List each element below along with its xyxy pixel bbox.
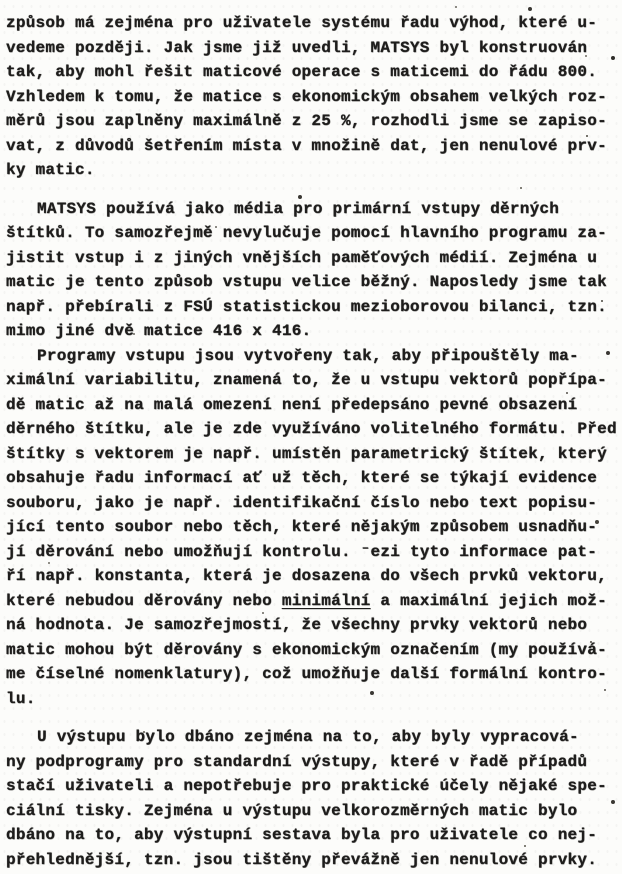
text-line: dě matic až na malá omezení není předepsáno pevné obsazení xyxy=(6,395,578,414)
text-line: souboru, jako je např. identifikační číslo nebo text popisu- xyxy=(6,493,598,512)
text-line: způsob má zejména pro uživatele systému řadu výhod, které u- xyxy=(6,14,598,32)
text-line: štítků. To samozřejmě nevylučuje pomocí hlavního programu za- xyxy=(6,224,607,242)
text-line: matic mohou být děrovány s ekonomickým označením (my používá- xyxy=(6,640,607,659)
underlined-word: minimální xyxy=(281,591,371,610)
text-line: měrů jsou zaplněny maximálně z 25 %, rozhodli jsme se zapiso- xyxy=(6,112,607,130)
text-line: jistit vstup i z jiných vnějších paměťových médií. Zejména u xyxy=(6,248,598,267)
text-line: lu. xyxy=(6,689,36,708)
text-line: U výstupu bylo dbáno zejména na to, aby byly vypracová- xyxy=(37,728,579,746)
text-line: vat, z důvodů šetřením místa v množině dat, jen nenulové prv- xyxy=(6,136,607,155)
text-line: např. přebírali z FSÚ statistickou mezioborovou bilanci, tzn. xyxy=(6,297,607,316)
text-line: obsahuje řadu informací ať už těch, které se týkají evidence xyxy=(6,469,598,487)
paragraph xyxy=(6,344,618,712)
text-line: které nebudou děrovány nebo minimální a maximální jejich mož- xyxy=(6,591,607,610)
text-line: ny podprogramy pro standardní výstupy, které v řadě případů xyxy=(6,752,588,771)
text-line: jící tento soubor nebo těch, které nějakým způsobem usnadňu- xyxy=(6,518,598,536)
text-line: dbáno na to, aby výstupní sestava byla pro uživatele co nej- xyxy=(6,826,598,844)
text-line: MATSYS používá jako média pro primární vstupy děrných xyxy=(37,199,560,218)
text-line: Vzhledem k tomu, že matice s ekonomickým obsahem velkých roz- xyxy=(6,87,607,106)
paragraph xyxy=(6,197,618,344)
text-line: přehlednější, tzn. jsou tištěny převážně jen nenulové prvky. xyxy=(6,850,598,869)
text-line: ximální variabilitu, znamená to, že u vstupu vektorů popřípa- xyxy=(6,371,607,389)
text-line: ná hodnota. Je samozřejmostí, že všechny prvky vektorů nebo xyxy=(6,616,588,634)
text-line: matic je tento způsob vstupu velice běžný. Naposledy jsme tak xyxy=(6,273,607,291)
text-line: Programy vstupu jsou vytvořeny tak, aby připouštěly ma- xyxy=(37,346,579,365)
text-line: ky matic. xyxy=(6,161,95,179)
text-line: vedeme později. Jak jsme již uvedli, MATSYS byl konstruován xyxy=(6,38,588,57)
paragraph xyxy=(6,725,618,872)
scan-noise-speckles xyxy=(0,0,2,2)
text-line: me číselné nomenklatury), což umožňuje další formální kontro- xyxy=(6,665,607,683)
text-line: tak, aby mohl řešit maticové operace s maticemi do řádu 800. xyxy=(6,63,598,81)
text-line: jí děrování nebo umožňují kontrolu. ⁻ezi tyto informace pat- xyxy=(6,542,598,561)
paragraph xyxy=(6,11,618,183)
text-line: stačí uživateli a nepotřebuje pro praktické účely nějaké spe- xyxy=(6,777,607,795)
text-line: děrného štítku, ale je zde využíváno volitelného formátu. Před xyxy=(6,420,617,438)
text-line: štítky s vektorem je např. umístěn parametrický štítek, který xyxy=(6,444,607,463)
text-line: ciální tisky. Zejména u výstupu velkorozměrných matic bylo xyxy=(6,801,578,820)
text-line: ří např. konstanta, která je dosazena do všech prvků vektoru, xyxy=(6,567,607,585)
text-line: mimo jiné dvě matice 416 x 416. xyxy=(6,322,312,340)
